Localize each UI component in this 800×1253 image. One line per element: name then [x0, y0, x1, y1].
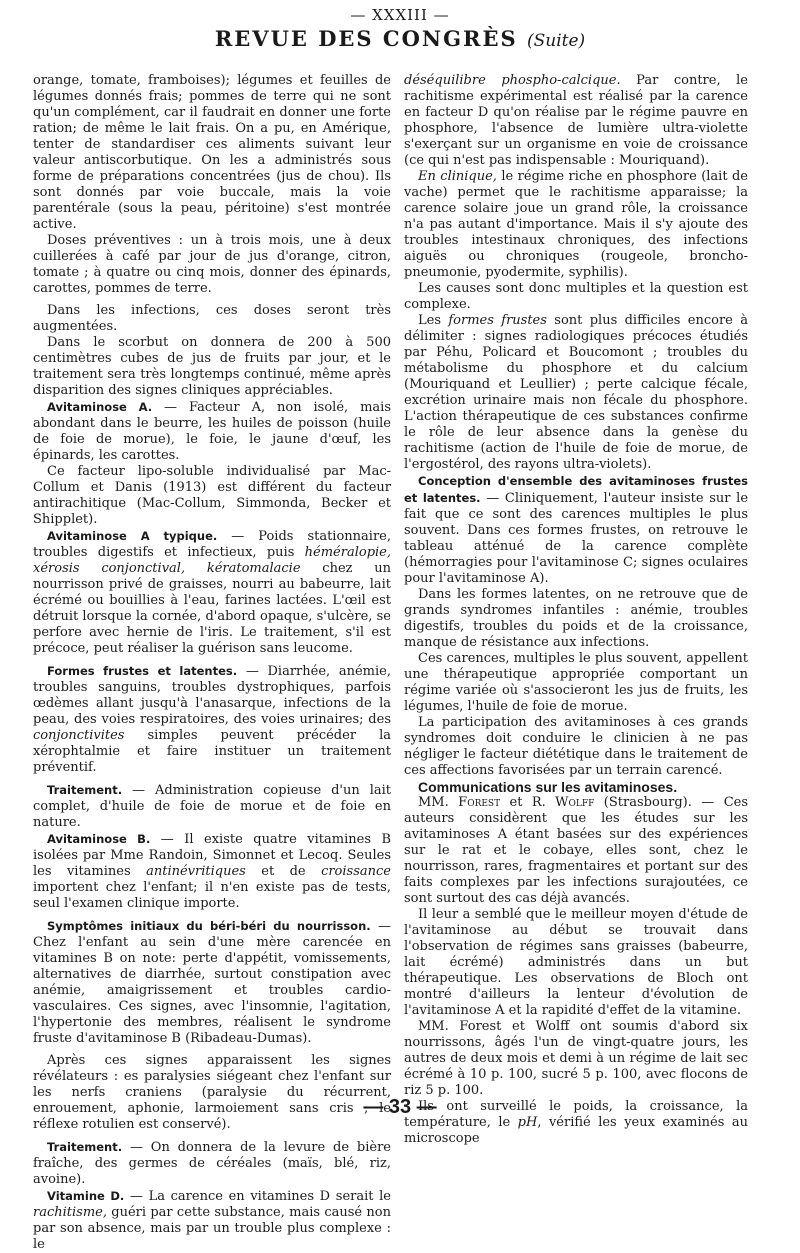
paragraph: [404, 73, 748, 169]
paragraph: La participation des avitaminoses à ces grands syndromes doit conduire le clinicien à ne pas négliger le facteur diététique dans le traitement de ces affections favorisées par un terrain carencé.: [404, 715, 748, 778]
paragraph: [33, 782, 391, 831]
paragraph-text: Par contre, le rachitisme expérimental est réalisé par la carence en facteur D qu'on réalise par le régime pauvre en phosphore, l'absence de lumière ultra-violette s'exerçant sur un organisme en voie de croissance (ce qui n'est pas indispensable : Mouriquand).: [404, 73, 748, 168]
section-heading: Conception d'ensemble des avitaminoses frustes et latentes.: [404, 474, 748, 505]
title-main: REVUE DES CONGRÈS: [214, 26, 518, 51]
paragraph: [33, 399, 391, 464]
paragraph-text: Les: [418, 313, 449, 328]
italic-text: En clinique,: [418, 169, 497, 184]
paragraph-text: , vérifié les yeux examinés au microscope: [404, 1115, 749, 1146]
paragraph: [33, 831, 391, 912]
page-title: [0, 26, 800, 51]
paragraph-text: importent chez l'enfant; il n'en existe pas de tests, seul l'examen clinique importe.: [33, 880, 391, 911]
left-column: [33, 73, 391, 1253]
paragraph: [404, 473, 748, 587]
italic-text: conjonctivites: [33, 728, 125, 743]
paragraph-text: guéri par cette substance, mais causé non par son absence, mais par un trouble plus complexe : le: [33, 1205, 391, 1252]
italic-text: croissance: [321, 864, 391, 879]
paragraph: [404, 169, 748, 281]
section-heading: Vitamine D.: [47, 1189, 125, 1203]
paragraph: orange, tomate, framboises); légumes et feuilles de légumes donnés frais; pommes de terre qui ne sont qu'un complément, car il faudrait en donner une forte ration; de même le lait frais. On a pu, en Amérique, tenter de standardiser ces aliments suivant leur valeur antiscorbutique. On les a administrés sous forme de préparations concentrées (jus de chou). Ils sont donnés par voie buccale, mais la voie parentérale (sous la peau, péritoine) s'est montrée active.: [33, 73, 391, 232]
section-heading: Traitement.: [47, 1140, 123, 1154]
author-name: Wolff: [555, 795, 595, 810]
paragraph-text: — On donnera de la levure de bière fraîche, des germes de céréales (maïs, blé, riz, avoine).: [33, 1140, 391, 1187]
section-heading: Avitaminose A typique.: [47, 529, 218, 543]
italic-text: pH: [517, 1115, 538, 1130]
paragraph: [33, 1139, 391, 1188]
paragraph: [404, 313, 748, 473]
paragraph-text: chez un nourrisson privé de graisses, nourri au babeurre, lait écrémé ou bouillies à l'eau, farines lactées. L'œil est détruit lorsque la cornée, d'abord opaque, s'ulcère, se perfore avec hernie de l'iris. Le traitement, s'il est précoce, peut réaliser la guérison sans leucome.: [33, 561, 391, 656]
paragraph-text: MM.: [418, 795, 459, 810]
paragraph: [33, 663, 391, 776]
paragraph-text: — Cliniquement, l'auteur insiste sur le fait que ce sont des carences multiples le plus souvent. Dans ces formes frustes, on retrouve le tableau atténué de la carence complète (hémorragies pour l'avitaminose C; signes oculaires pour l'avitaminose A).: [404, 491, 749, 586]
paragraph-text: — La carence en vitamines D serait le: [124, 1189, 391, 1204]
paragraph: MM. Forest et Wolff ont soumis d'abord six nourrissons, âgés l'un de vingt-quatre jours, les autres de deux mois et demi à un régime de lait sec écrémé à 10 p. 100, sucré 5 p. 100, avec flocons de riz 5 p. 100.: [404, 1019, 748, 1098]
paragraph-text: et de: [245, 864, 322, 879]
section-heading: Formes frustes et latentes.: [47, 664, 238, 678]
italic-text: déséquilibre phospho-calcique.: [404, 73, 621, 88]
paragraph: [33, 528, 391, 657]
paragraph-text: Ils ont surveillé le poids, la croissance, la température, le: [404, 1099, 748, 1130]
right-column: [404, 73, 748, 1147]
section-heading: Symptômes initiaux du béri-béri du nourrisson.: [47, 919, 371, 933]
paragraph: [404, 795, 748, 907]
section-heading: Avitaminose B.: [47, 832, 151, 846]
paragraph: Dans les formes latentes, on ne retrouve que de grands syndromes infantiles : anémie, troubles digestifs, troubles du poids et de la croissance, manque de résistance aux infections.: [404, 587, 748, 650]
section-heading: Traitement.: [47, 783, 123, 797]
paragraph: [33, 1188, 391, 1253]
paragraph-text: simples peuvent précéder la xérophtalmie et faire instituer un traitement préventif.: [33, 728, 391, 775]
paragraph: Il leur a semblé que le meilleur moyen d'étude de l'avitaminose au début se trouvait dans l'observation de régimes sans graisses (babeurre, lait écrémé) administrés dans un but thérapeutique. Les observations de Bloch ont montré d'ailleurs la lenteur d'évolution de l'avitaminose A et la rapidité d'effet de la vitamine.: [404, 907, 748, 1018]
paragraph-text: — Il existe quatre vitamines B isolées par Mme Randoin, Simonnet et Lecoq. Seules les vitamines: [33, 832, 392, 879]
paragraph-text: (Strasbourg). — Ces auteurs considèrent que les études sur les avitaminoses A étant basées sur des expériences sur le rat et le cobaye, elles sont, chez le nourrisson, rares, fragmentaires et portant sur des faits complexes par les infections surajoutées, ce sont surtout des cas déjà avancés.: [404, 795, 748, 906]
paragraph-text: — Poids stationnaire, troubles digestifs et infectieux, puis: [33, 529, 391, 560]
italic-text: formes frustes: [448, 313, 547, 328]
page-number: — 33 —: [363, 1096, 437, 1118]
paragraph-text: — Facteur A, non isolé, mais abondant dans le beurre, les huiles de poisson (huile de foie de morue), le foie, le jaune d'œuf, les épinards, les carottes.: [33, 400, 391, 463]
paragraph-text: — Chez l'enfant au sein d'une mère carencée en vitamines B on note: perte d'appétit, vomissements, alternatives de diarrhée, surtout constipation avec anémie, amaigrissement et troubles cardio-vasculaires. Ces signes, avec l'insomnie, l'agitation, l'hypertonie des membres, réalisent le syndrome fruste d'avitaminose B (Ribadeau-Dumas).: [33, 919, 391, 1046]
paragraph: Après ces signes apparaissent les signes révélateurs : es paralysies siégeant chez l'enfant sur les nerfs craniens (paralysie du récurrent, enrouement, aphonie, larmoiement sans cris ; le réflexe rotulien est conservé).: [33, 1053, 391, 1132]
paragraph-text: et R.: [500, 795, 556, 810]
paragraph-text: — Administration copieuse d'un lait complet, d'huile de foie de morue et de foie en nature.: [33, 783, 391, 830]
section-heading: Avitaminose A.: [47, 400, 153, 414]
paragraph-text: le régime riche en phosphore (lait de vache) permet que le rachitisme apparaisse; la carence solaire joue un grand rôle, la croissance n'a pas autant d'importance. Mais il s'y ajoute des troubles intestinaux chroniques, des infections aiguës ou chroniques (rougeole, broncho-pneumonie, pyodermite, syphilis).: [404, 169, 748, 280]
italic-text: héméralopie, xérosis conjonctival, kératomalacie: [33, 545, 391, 576]
page-roman-numeral: — XXXIII —: [350, 6, 450, 24]
paragraph: Ces carences, multiples le plus souvent, appellent une thérapeutique appropriée comportant un régime variée où s'associeront les jus de fruits, les légumes, l'huile de foie de morue.: [404, 651, 748, 714]
title-suffix: (Suite): [526, 31, 586, 51]
paragraph: Dans les infections, ces doses seront très augmentées.: [33, 303, 391, 334]
paragraph-text: sont plus difficiles encore à délimiter : signes radiologiques précoces étudiés par Péhu, Policard et Boucomont ; troubles du métabolisme du phosphore et du calcium (Mouriquand et Leullier) ; perte calcique fécale, excrétion urinaire mais non fécale du phosphore. L'action thérapeutique de ces substances confirme le rôle de leur absence dans la genèse du rachitisme (action de l'huile de foie de morue, de l'ergostérol, des rayons ultra-violets).: [404, 313, 748, 472]
paragraph: [33, 918, 391, 1047]
italic-text: antinévritiques: [146, 864, 246, 879]
paragraph: Ce facteur lipo-soluble individualisé par Mac-Collum et Danis (1913) est différent du facteur antirachitique (Mac-Collum, Simmonda, Becker et Shipplet).: [33, 464, 391, 527]
italic-text: rachitisme,: [33, 1205, 107, 1220]
paragraph: Les causes sont donc multiples et la question est complexe.: [404, 281, 748, 312]
paragraph-text: — Diarrhée, anémie, troubles sanguins, troubles dystrophiques, parfois œdèmes allant jusqu'à l'anasarque, infections de la peau, des voies respiratoires, des voies urinaires; des: [33, 664, 391, 727]
paragraph: Doses préventives : un à trois mois, une à deux cuillerées à café par jour de jus d'orange, citron, tomate ; à quatre ou cinq mois, donner des épinards, carottes, pommes de terre.: [33, 233, 391, 296]
section-title: Communications sur les avitaminoses.: [418, 779, 678, 795]
paragraph: Dans le scorbut on donnera de 200 à 500 centimètres cubes de jus de fruits par jour, et le traitement sera très longtemps continué, même après disparition des signes cliniques appréciables.: [33, 335, 391, 398]
author-name: Forest: [458, 795, 501, 810]
